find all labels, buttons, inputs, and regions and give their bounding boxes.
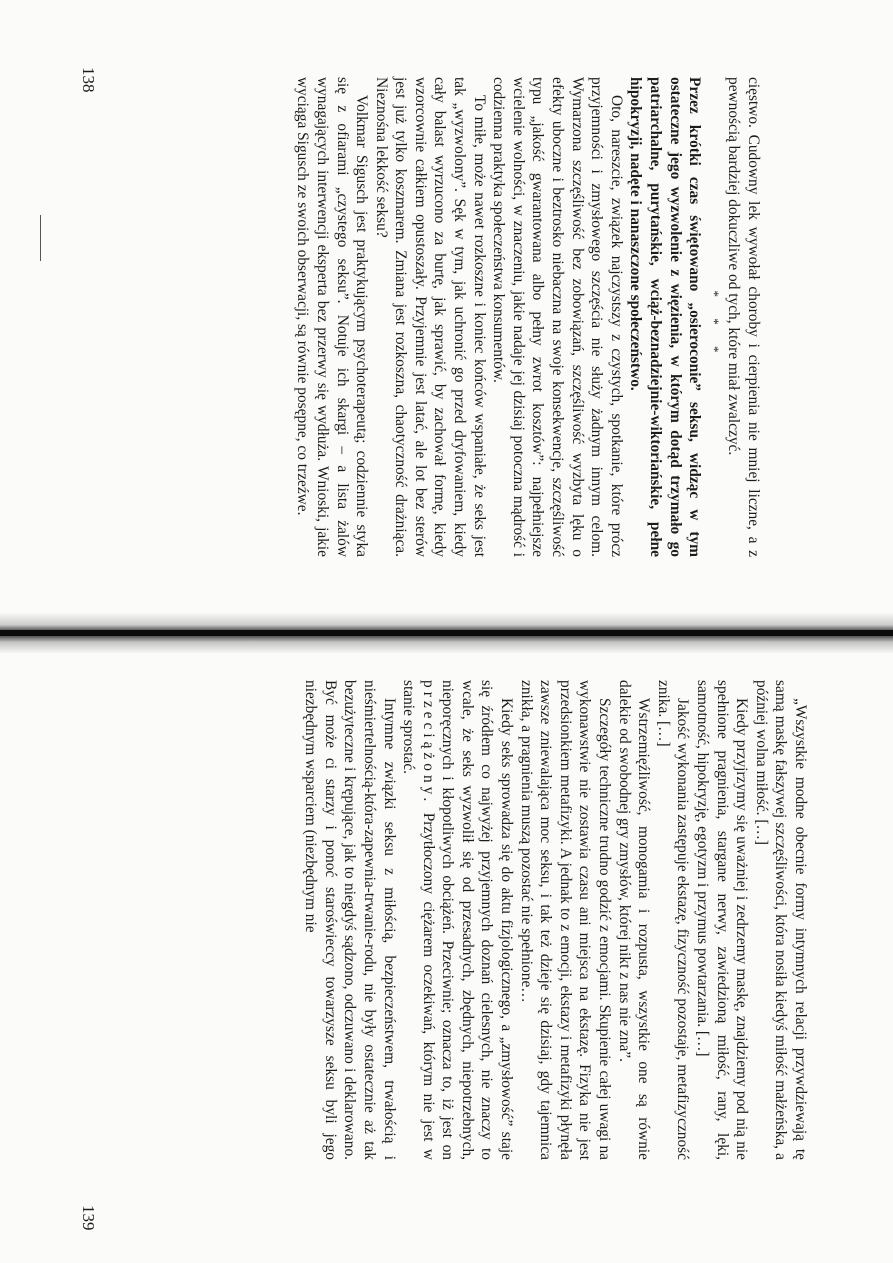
paragraph: Volkmar Sigusch jest praktykującym psychoterapeutą; codziennie styka się z ofiarami „czystego seksu”. Notuje ich skargi – a lista żalów wynagających interwencji eksperta bez przerwy się wydłuża. Wnioski, jakie wyciąga Sigusch ze swoich obserwacji, są równie posępne, co trzeźwe. [294, 77, 371, 557]
paragraph: cięstwo. Cudowny lek wywołał choroby i cierpienia nie mniej liczne, a z pewnością bardziej dokuczliwe od tych, które miał zwalczyć. [725, 77, 762, 557]
quote-paragraph: „Wszystkie modne obecnie formy intymnych relacji przywdziewają tę samą maskę fałszywej szczęśliwości, która nosiła kiedyś miłość małżeńska, a później wolna miłość. […] [752, 680, 809, 1160]
scan-mark [40, 215, 41, 261]
paragraph-text: Kiedy seks sprowadza się do aktu fizjologicznego, a „zmysłowość” staje się źródłem co najwyżej przyjemnych doznań cielesnych, nie znaczy to wcale, że seks wyzwolił się od przesadnych, zbędnych, niepotrzebnych, nieporęcznych i kłopotliwych obciążeń. Przeciwnie; oznacza to, iż jest on [439, 680, 516, 1160]
paragraph: Intymne związki seksu z miłością, bezpieczeństwem, trwałością i nieśmiertelnością-która-zapewnia-trwanie-rodu, nie były ostatecznie aż tak bezużyteczne i krępujące, jak to niegdyś sądzono, odczuwano i deklarowano. Być może ci starzy i ponoć staroświeccy towarzysze seksu byli jego niezbędnym wsparciem (niezbędnym nie [302, 680, 398, 1160]
quote-paragraph: Kiedy przyjrzymy się uważniej i zedrzemy maskę, znajdziemy pod nią nie spełnione pragnienia, stargane nerwy, zawiedzioną miłość, rany, lęki, samotność, hipokryzję, egotyzm i przymus powtarzania. […] [694, 680, 751, 1160]
paragraph-text: Przytłoczony ciężarem oczekiwań, którym nie jest w stanie sprostać. [400, 680, 437, 1160]
right-page [0, 632, 893, 1263]
right-page-text [301, 680, 810, 1160]
page-number: 138 [79, 67, 98, 93]
quote-paragraph: Jakość wykonania zastępuje ekstazę, fizyczność pozostaje, metafizyczność znika. […] [654, 680, 692, 1160]
spaced-emphasis: przeciążony. [419, 680, 437, 806]
left-page-text [293, 77, 763, 557]
section-break-stars: * * * [706, 290, 722, 362]
paragraph: Oto, nareszcie, związek najczystszy z czystych, spotkanie, które prócz przyjemności i zmysłowego szczęścia nie służy żadnym innym celom. Wymarzona szczęśliwość bez zobowiązań, szczęśliwość wyzbyta lęku o efekty uboczne i beztrosko niebaczna na swoje konsekwencje, szczęśliwość typu „jakość gwarantowana albo pełny zwrot kosztów”: najpełniejsze wcielenie wolności, w znaczeniu, jakie nadaje jej dzisiaj potoczna mądrość i codzienna praktyka społeczeństwa konsumentów. [490, 77, 625, 557]
paragraph [399, 680, 517, 1160]
quote-paragraph: Wstrzemięźliwość, monogamia i rozpusta, wszystkie one są równie dalekie od swobodnej gry zmysłów, której nikt z nas nie zna”. [615, 680, 653, 1160]
bold-paragraph: Przez krótki czas świętowano „osieroconie” seksu, widząc w tym ostateczne jego wyzwolenie z więzienia, w którym dotąd trzymało go patriarchalne, purytańskie, wciąż-beznadziejnie-wiktoriańskie, pełne hipokryzji, nadęte i nanaszczone społeczeństwo. [627, 77, 704, 557]
paragraph: To miłe, może nawet rozkoszne i koniec końców wspaniałe, że seks jest tak „wyzwolony”. Sęk w tym, jak uchronić go przed dryfowaniem, kiedy cały balast wyrzucono za burtę, jak sprawić, by zachował formę, kiedy wzorcownie całkiem opustoszały. Przyjemnie jest latać, ale lot bez sterów jest już tylko koszmarem. Zmiana jest rozkoszna, chaotyczność drażniąca. Nieznośna lekkość seksu? [372, 77, 488, 557]
paragraph: Szczegóły techniczne trudno godzić z emocjami. Skupienie całej uwagi na wykonawstwie nie zostawia czasu ani miejsca na ekstazę. Fizyka nie jest przedsionkiem metafizyki. A jednak to z emocji, ekstazy i metafizyki płynęła zawsze zniewalająca moc seksu, i tak też dzieje się dzisiaj, gdy tajemnica znikła, a pragnienia muszą pozostać nie spełnione… [517, 680, 614, 1160]
page-number: 139 [79, 1205, 98, 1231]
